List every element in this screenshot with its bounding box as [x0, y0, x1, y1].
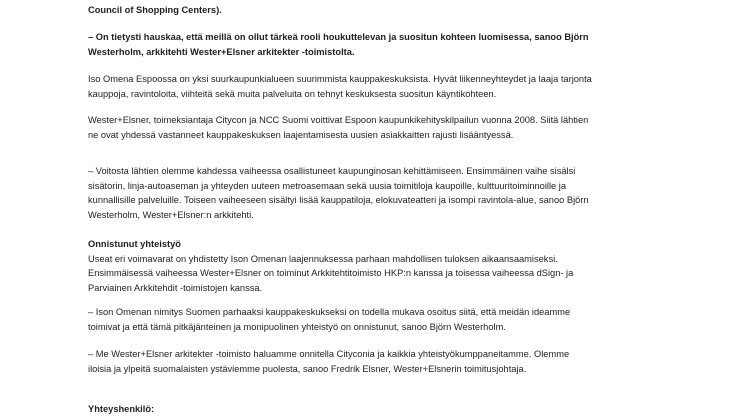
paragraph-collaboration: [88, 237, 688, 295]
text-line: Useat eri voimavarat on yhdistetty Ison Omenan laajennuksessa parhaan mahdollisen tuloksen aikaansaamiseksi.: [88, 253, 558, 264]
text-line: Wester+Elsner, toimeksiantaja Citycon ja NCC Suomi voittivat Espoon kaupunkikehityskilpailun vuonna 2008. Siitä lähtien: [88, 115, 589, 125]
text-line: Iso Omena Espoossa on yksi suurkaupunkialueen suurimmista kauppakeskuksista. Hyvät liikenneyhteydet ja laaja tarjonta: [88, 74, 592, 84]
contact-heading: [88, 402, 688, 417]
paragraph-elsner-quote: [88, 347, 688, 376]
paragraph-westerholm-quote: [88, 30, 688, 59]
text-line: Westerholm, Wester+Elsner:n arkkitehti.: [88, 209, 254, 220]
text-line: sisätorin, linja-autoaseman ja yhteyden uuteen metroasemaan sekä uusia toimitiloja kaupoille, kulttuuritoiminnoille ja: [88, 180, 567, 191]
text-line: – On tietysti hauskaa, että meillä on ollut tärkeä rooli houkuttelevan ja suositun kohteen luomisessa, sanoo Björn: [88, 32, 589, 42]
text-line: Yhteyshenkilö:: [88, 404, 155, 414]
text-line: Parviainen Arkkitehdit -toimistojen kanssa.: [88, 282, 263, 293]
text-line: – Ison Omenan nimitys Suomen parhaaksi kauppakeskukseksi on todella mukava osoitus siitä, että meidän ideamme: [88, 307, 571, 317]
text-line: – Voitosta lähtien olemme kahdessa vaiheessa osallistuneet kaupunginosan kehittämiseen. Ensimmäinen vaihe sisälsi: [88, 166, 576, 176]
text-line: Council of Shopping Centers).: [88, 5, 222, 15]
paragraph-council-line: [88, 3, 688, 18]
text-line: toimivat ja että tämä pitkäjänteinen ja monipuolinen yhteistyö on onnistunut, sanoo Björn Westerholm.: [88, 321, 506, 332]
paragraph-iso-omena-intro: [88, 72, 688, 101]
text-line: kunnallisille palveluille. Toiseen vaiheeseen sisältyi lisää kauppatiloja, elokuvateatteri ja isompi ravintola-alue, sanoo Björn: [88, 195, 589, 206]
text-line: kauppoja, ravintoloita, viihteitä sekä muita palveluita on tehnyt keskuksesta suositun käyntikohteen.: [88, 88, 497, 99]
text-line: Westerholm, arkkitehti Wester+Elsner arkitekter -toimistolta.: [88, 46, 355, 57]
paragraph-competition: [88, 113, 688, 142]
text-line: iloisia ja ylpeitä suomalaisten ystäviemme puolesta, sanoo Fredrik Elsner, Wester+Elsnerin toimitusjohtaja.: [88, 363, 527, 374]
text-line: – Me Wester+Elsner arkitekter -toimisto haluamme onnitella Cityconia ja kaikkia yhteistyökumppaneitamme. Olemme: [88, 349, 570, 359]
text-line: Ensimmäisessä vaiheessa Wester+Elsner on toiminut Arkkitehtitoimisto HKP:n kanssa ja toisessa vaiheessa dSign- ja: [88, 268, 574, 279]
paragraph-best-center-quote: [88, 305, 688, 334]
section-heading: Onnistunut yhteistyö: [88, 239, 181, 249]
text-line: ne ovat yhdessä vastanneet kauppakeskuksen laajentamisesta uusien asiakkaitten rajusti lisääntyessä.: [88, 129, 514, 140]
paragraph-phases: [88, 164, 688, 222]
